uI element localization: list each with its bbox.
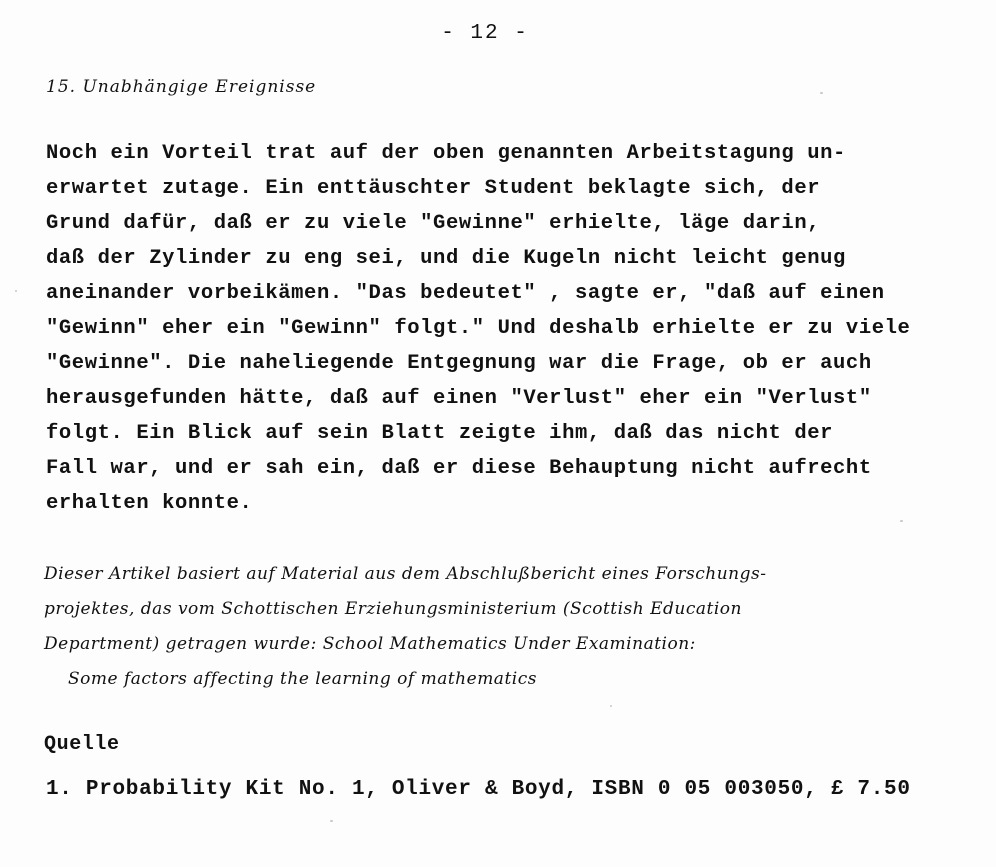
body-line: "Gewinn" eher ein "Gewinn" folgt." Und deshalb erhielte er zu viele: [46, 317, 911, 340]
scan-speck: [15, 290, 17, 292]
body-line: Noch ein Vorteil trat auf der oben genannten Arbeitstagung un-: [46, 142, 846, 165]
scan-speck: [900, 520, 903, 522]
body-line: folgt. Ein Blick auf sein Blatt zeigte ihm, daß das nicht der: [46, 422, 834, 445]
scan-speck: [330, 820, 333, 822]
body-line: erwartet zutage. Ein enttäuschter Student beklagte sich, der: [46, 177, 821, 200]
body-line: "Gewinne". Die naheliegende Entgegnung war die Frage, ob er auch: [46, 352, 872, 375]
body-line: aneinander vorbeikämen. "Das bedeutet" , sagte er, "daß auf einen: [46, 282, 885, 305]
sources-heading: Quelle: [44, 733, 120, 756]
body-line: Grund dafür, daß er zu viele "Gewinne" erhielte, läge darin,: [46, 212, 821, 235]
note-line: Department) getragen wurde: School Mathematics Under Examination:: [44, 634, 696, 654]
note-line: Dieser Artikel basiert auf Material aus dem Abschlußbericht eines Forschungs-: [44, 564, 767, 584]
note-line: Some factors affecting the learning of mathematics: [68, 669, 537, 689]
section-heading: 15. Unabhängige Ereignisse: [46, 77, 317, 97]
article-note: [44, 557, 984, 697]
body-line: erhalten konnte.: [46, 492, 253, 515]
body-line: herausgefunden hätte, daß auf einen "Verlust" eher ein "Verlust": [46, 387, 872, 410]
scan-speck: [610, 705, 612, 707]
body-paragraph: [46, 136, 986, 521]
source-reference: 1. Probability Kit No. 1, Oliver & Boyd, ISBN 0 05 003050, £ 7.50: [46, 778, 911, 801]
body-line: daß der Zylinder zu eng sei, und die Kugeln nicht leicht genug: [46, 247, 846, 270]
note-line: projektes, das vom Schottischen Erziehungsministerium (Scottish Education: [44, 599, 742, 619]
scan-speck: [820, 92, 823, 94]
body-line: Fall war, und er sah ein, daß er diese Behauptung nicht aufrecht: [46, 457, 872, 480]
page-number: - 12 -: [441, 22, 529, 45]
